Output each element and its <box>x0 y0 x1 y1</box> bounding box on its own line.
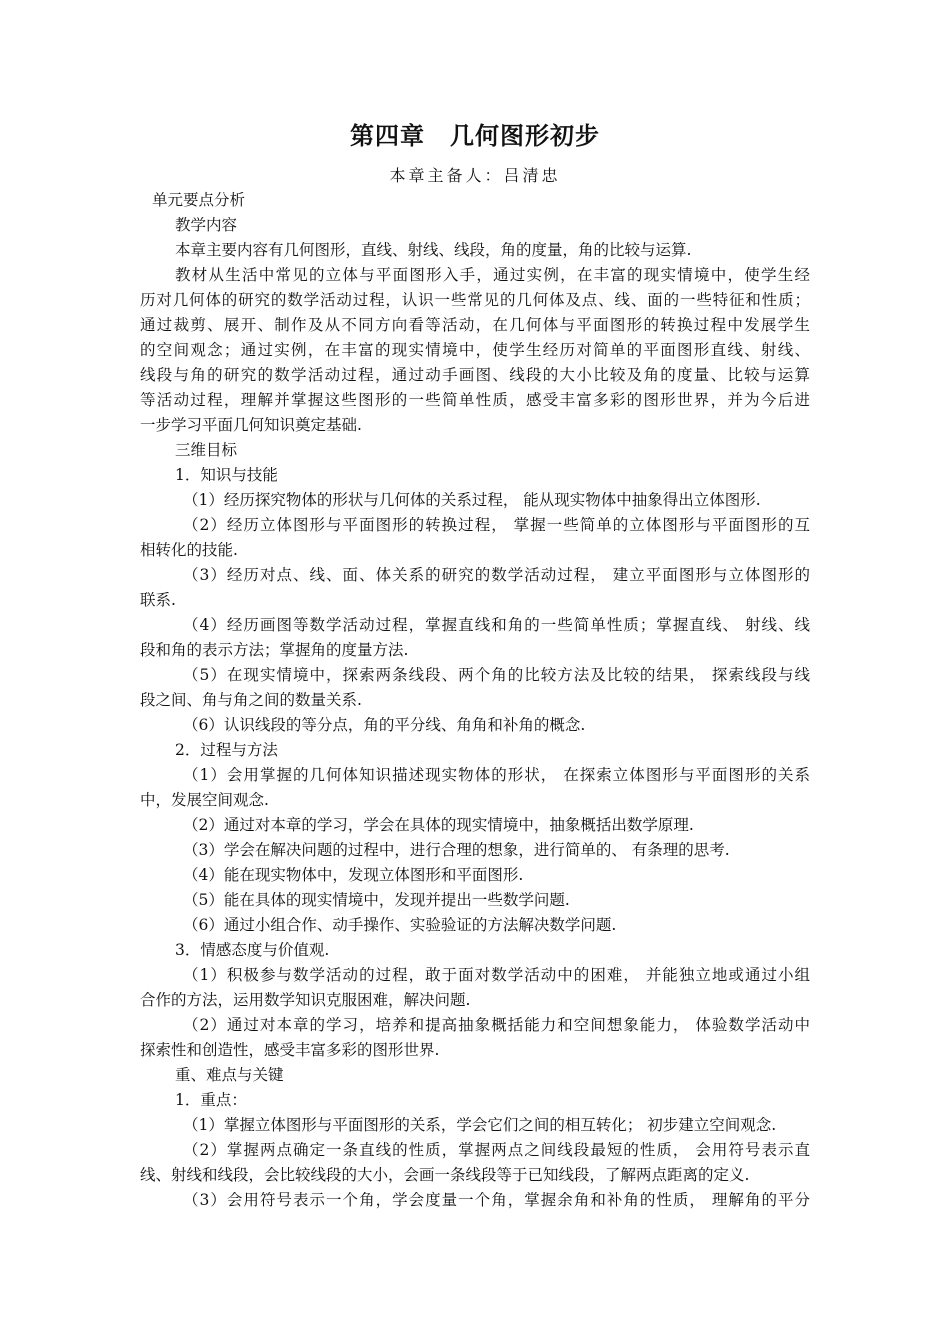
text-line: （2）经历立体图形与平面图形的转换过程， 掌握一些简单的立体图形与平面图形的互 <box>183 516 810 534</box>
text-line: 1．重点： <box>175 1091 247 1109</box>
text-line: （5）能在具体的现实情境中，发现并提出一些数学问题. <box>183 891 570 909</box>
text-line: （3）经历对点、线、面、体关系的研究的数学活动过程， 建立平面图形与立体图形的 <box>183 566 810 584</box>
text-line: 线、射线和线段，会比较线段的大小，会画一条线段等于已知线段，了解两点距离的定义. <box>140 1166 750 1184</box>
text-line: 重、难点与关键 <box>175 1066 284 1084</box>
text-line: 教材从生活中常见的立体与平面图形入手，通过实例，在丰富的现实情境中，使学生经 <box>175 266 810 284</box>
text-line: （1）积极参与数学活动的过程，敢于面对数学活动中的困难， 并能独立地或通过小组 <box>183 966 810 984</box>
text-line: 教学内容 <box>175 216 238 234</box>
text-line: 中，发展空间观念. <box>140 791 269 809</box>
text-line: （4）能在现实物体中，发现立体图形和平面图形. <box>183 866 524 884</box>
text-line: （3）会用符号表示一个角，学会度量一个角，掌握余角和补角的性质， 理解角的平分 <box>183 1191 810 1209</box>
chapter-title: 第四章 几何图形初步 <box>350 122 600 150</box>
document-body <box>140 188 810 1213</box>
text-line: （2）通过对本章的学习，学会在具体的现实情境中，抽象概括出数学原理. <box>183 816 694 834</box>
text-line: （5）在现实情境中，探索两条线段、两个角的比较方法及比较的结果， 探索线段与线 <box>183 666 810 684</box>
text-line: （1）掌握立体图形与平面图形的关系，学会它们之间的相互转化； 初步建立空间观念. <box>183 1116 777 1134</box>
text-line: （2）通过对本章的学习，培养和提高抽象概括能力和空间想象能力， 体验数学活动中 <box>183 1016 810 1034</box>
text-line: 段之间、角与角之间的数量关系. <box>140 691 362 709</box>
text-line: 3．情感态度与价值观. <box>175 941 330 959</box>
text-line: （4）经历画图等数学活动过程，掌握直线和角的一些简单性质；掌握直线、 射线、线 <box>183 616 810 634</box>
text-line: 等活动过程，理解并掌握这些图形的一些简单性质，感受丰富多彩的图形世界，并为今后进 <box>140 391 810 409</box>
text-line: 段和角的表示方法；掌握角的度量方法. <box>140 641 409 659</box>
text-line: 线段与角的研究的数学活动过程，通过动手画图、线段的大小比较及角的度量、比较与运算 <box>140 366 810 384</box>
text-line: 相转化的技能. <box>140 541 238 559</box>
text-line: 本章主要内容有几何图形，直线、射线、线段，角的度量，角的比较与运算. <box>175 241 692 259</box>
text-line: （6）通过小组合作、动手操作、实验验证的方法解决数学问题. <box>183 916 617 934</box>
text-line: 2．过程与方法 <box>175 741 278 759</box>
text-line: 单元要点分析 <box>152 191 246 209</box>
text-line: 一步学习平面几何知识奠定基础. <box>140 416 362 434</box>
text-line: （3）学会在解决问题的过程中，进行合理的想象，进行简单的、 有条理的思考. <box>183 841 730 859</box>
text-line: 探索性和创造性，感受丰富多彩的图形世界. <box>140 1041 440 1059</box>
text-line: （1）经历探究物体的形状与几何体的关系过程， 能从现实物体中抽象得出立体图形. <box>183 491 761 509</box>
text-line: 合作的方法，运用数学知识克服困难，解决问题. <box>140 991 471 1009</box>
text-line: 三维目标 <box>175 441 238 459</box>
text-line: 联系. <box>140 591 176 609</box>
text-line: （6）认识线段的等分点，角的平分线、角角和补角的概念. <box>183 716 586 734</box>
author-line: 本章主备人：吕清忠 <box>389 166 561 185</box>
text-line: （2）掌握两点确定一条直线的性质，掌握两点之间线段最短的性质， 会用符号表示直 <box>183 1141 810 1159</box>
text-line: 历对几何体的研究的数学活动过程，认识一些常见的几何体及点、线、面的一些特征和性质； <box>140 291 810 309</box>
text-line: 通过裁剪、展开、制作及从不同方向看等活动，在几何体与平面图形的转换过程中发展学生 <box>140 316 810 334</box>
text-line: 的空间观念；通过实例，在丰富的现实情境中，使学生经历对简单的平面图形直线、射线、 <box>140 341 810 359</box>
text-line: 1．知识与技能 <box>175 466 278 484</box>
text-line: （1）会用掌握的几何体知识描述现实物体的形状， 在探索立体图形与平面图形的关系 <box>183 766 810 784</box>
